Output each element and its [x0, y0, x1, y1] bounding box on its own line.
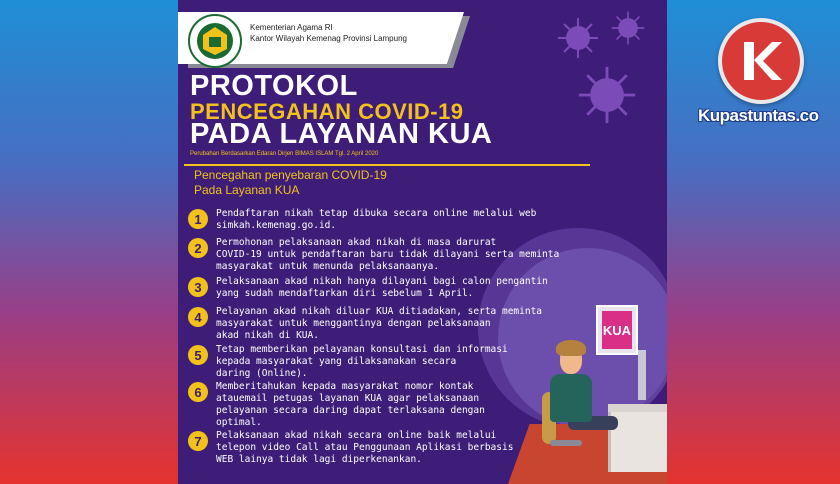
item-line: Pelaksanaan akad nikah secara online baik melalui: [216, 430, 497, 441]
item-line: kepada masyarakat yang dilaksanakan secara: [216, 356, 457, 367]
item-number: 5: [188, 345, 208, 365]
item-line: atauemail petugas layanan KUA agar pelaksanaan: [216, 393, 480, 404]
title-note: Perubahan Berdasarkan Edaran Dirjen BIMAS ISLAM Tgl. 2 April 2020: [190, 151, 379, 157]
item-text: [216, 237, 559, 273]
chair-base: [550, 440, 582, 446]
item-line: Pendaftaran nikah tetap dibuka secara online melalui web: [216, 208, 537, 219]
item-line: optimal.: [216, 417, 262, 428]
item-line: pelayanan secara daring dapat terlaksana dengan: [216, 405, 485, 416]
list-item: [188, 344, 508, 380]
item-text: [216, 306, 542, 342]
desk-top: [608, 404, 667, 412]
title-line-1: PROTOKOL: [190, 70, 358, 102]
person-hair: [556, 340, 586, 356]
person-body: [550, 374, 592, 422]
site-watermark: Kupastuntas.co: [698, 106, 819, 125]
item-text: [216, 276, 548, 300]
monitor: [638, 350, 646, 400]
item-line: masyarakat untuk menggantinya dengan pelaksanaan: [216, 318, 491, 329]
item-line: Memberitahukan kepada masyarakat nomor kontak: [216, 381, 474, 392]
item-number: 7: [188, 431, 208, 451]
item-text: [216, 344, 508, 380]
list-item: [188, 381, 485, 429]
item-line: simkah.kemenag.go.id.: [216, 220, 337, 231]
item-line: WEB lainya tidak lagi diperkenankan.: [216, 454, 422, 465]
org-line-1: Kementerian Agama RI: [250, 23, 333, 32]
kua-sign: [596, 305, 638, 355]
virus-icon: [556, 16, 600, 60]
item-line: Pelaksanaan akad nikah hanya dilayani bagi calon pengantin: [216, 276, 548, 287]
item-number: 3: [188, 277, 208, 297]
item-text: [216, 381, 485, 429]
item-line: Tetap memberikan pelayanan konsultasi dan informasi: [216, 344, 508, 355]
k-logo-icon: [732, 32, 790, 90]
item-line: Permohonan pelaksanaan akad nikah di masa darurat: [216, 237, 497, 248]
org-name: [250, 22, 407, 44]
item-line: yang sudah mendaftarkan diri sebelum 1 April.: [216, 288, 474, 299]
section-title-line-1: Pencegahan penyebaran COVID-19: [194, 168, 387, 182]
section-title-line-2: Pada Layanan KUA: [194, 183, 300, 197]
item-number: 2: [188, 238, 208, 258]
item-number: 6: [188, 382, 208, 402]
item-line: COVID-19 untuk pendaftaran baru tidak dilayani serta meminta: [216, 249, 560, 260]
title-line-2: PENCEGAHAN COVID-19: [190, 99, 464, 124]
item-number: 4: [188, 307, 208, 327]
item-line: masyarakat untuk menunda pelaksanaanya.: [216, 261, 440, 272]
list-item: [188, 306, 542, 342]
kupastuntas-logo: [718, 18, 804, 104]
emblem-icon: [195, 21, 235, 61]
list-item: [188, 237, 559, 273]
list-item: [188, 208, 536, 232]
item-number: 1: [188, 209, 208, 229]
list-item: [188, 276, 548, 300]
org-line-2: Kantor Wilayah Kemenag Provinsi Lampung: [250, 34, 407, 43]
item-text: [216, 208, 536, 232]
item-line: Pelayanan akad nikah diluar KUA ditiadakan, serta meminta: [216, 306, 543, 317]
item-line: daring (Online).: [216, 368, 308, 379]
item-line: telepon video Call atau Penggunaan Aplikasi berbasis: [216, 442, 514, 453]
item-line: akad nikah di KUA.: [216, 330, 319, 341]
item-text: [216, 430, 513, 466]
divider: [184, 164, 590, 166]
title-line-3: PADA LAYANAN KUA: [190, 118, 493, 150]
kua-sign-label: KUA: [602, 311, 632, 349]
list-item: [188, 430, 513, 466]
poster: [178, 0, 667, 484]
virus-icon: [576, 64, 638, 126]
virus-icon: [610, 10, 646, 46]
kemenag-logo: [188, 14, 242, 68]
section-title: [194, 168, 387, 198]
